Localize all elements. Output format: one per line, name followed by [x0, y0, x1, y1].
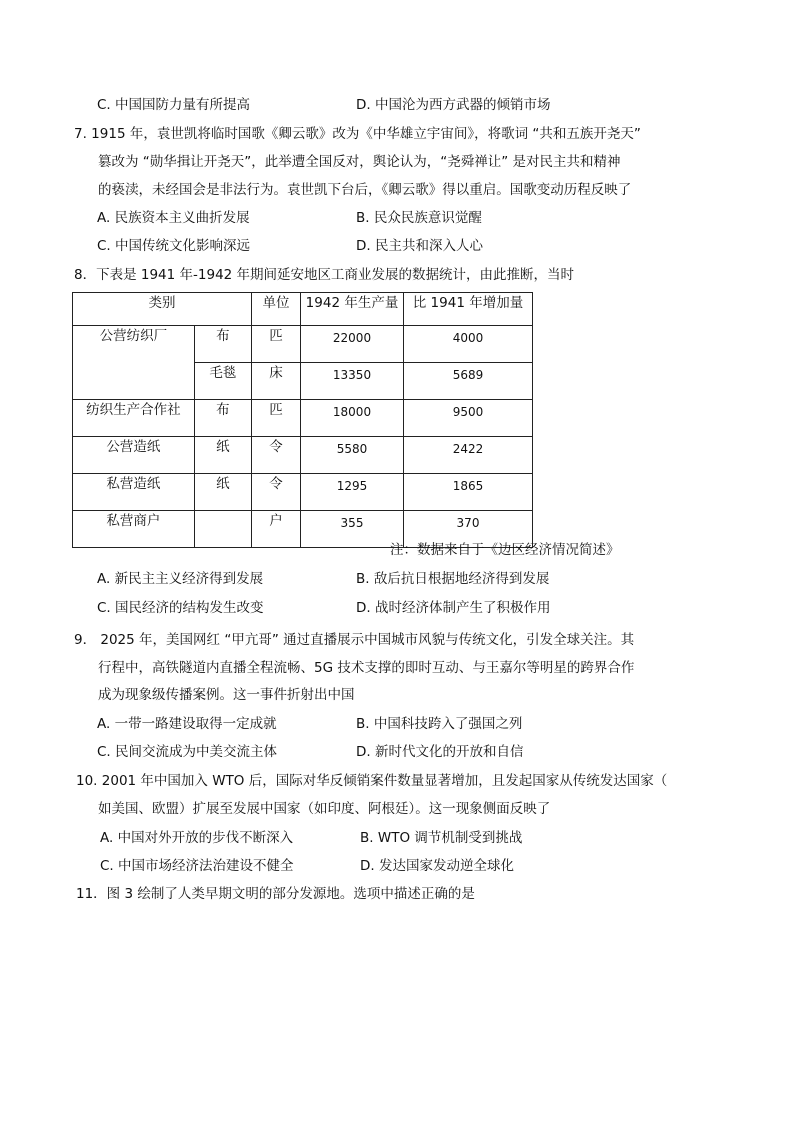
q9-stem-line1: 9． 2025 年，美国网红 “甲亢哥” 通过直播展示中国城市风貌与传统文化，引发全球关注。其: [74, 632, 635, 648]
cell-unit: 令: [252, 474, 301, 511]
cell-increase: 1865: [404, 474, 533, 511]
cell-increase: 5689: [404, 363, 533, 400]
cell-production: 13350: [301, 363, 404, 400]
cell-category: 纺织生产合作社: [73, 400, 195, 437]
cell-unit: 床: [252, 363, 301, 400]
cell-subcategory: 布: [194, 326, 251, 363]
table-header-row: [73, 293, 533, 326]
cell-category: 公营纺织厂: [73, 326, 195, 400]
q9-option-b: B. 中国科技跨入了强国之列: [356, 716, 523, 732]
q10-option-d: D. 发达国家发动逆全球化: [360, 858, 514, 874]
cell-increase: 2422: [404, 437, 533, 474]
q8-table-note: 注：数据来自于《边区经济情况简述》: [390, 542, 620, 558]
q9-option-a: A. 一带一路建设取得一定成就: [97, 716, 277, 732]
cell-production: 22000: [301, 326, 404, 363]
q7-option-a: A. 民族资本主义曲折发展: [97, 210, 250, 226]
cell-category: 私营造纸: [73, 474, 195, 511]
q10-stem-line1: 10. 2001 年中国加入 WTO 后，国际对华反倾销案件数量显著增加，且发起国家从传统发达国家（: [76, 773, 668, 789]
q7-option-c: C. 中国传统文化影响深远: [97, 238, 251, 254]
q9-option-c: C. 民间交流成为中美交流主体: [97, 744, 278, 760]
cell-subcategory: 布: [194, 400, 251, 437]
q8-data-table: [72, 292, 533, 548]
q8-option-d: D. 战时经济体制产生了积极作用: [356, 600, 551, 616]
cell-subcategory: 毛毯: [194, 363, 251, 400]
table-row: [73, 400, 533, 437]
cell-increase: 4000: [404, 326, 533, 363]
cell-subcategory: 纸: [194, 474, 251, 511]
q8-option-c: C. 国民经济的结构发生改变: [97, 600, 264, 616]
q7-option-d: D. 民主共和深入人心: [356, 238, 483, 254]
cell-production: 1295: [301, 474, 404, 511]
header-increase: 比 1941 年增加量: [404, 293, 533, 326]
cell-category: 私营商户: [73, 511, 195, 548]
q10-stem-line2: 如美国、欧盟）扩展至发展中国家（如印度、阿根廷）。这一现象侧面反映了: [98, 801, 551, 817]
cell-subcategory: [194, 511, 251, 548]
table-row: [73, 326, 533, 363]
table-row: [73, 437, 533, 474]
cell-category: 公营造纸: [73, 437, 195, 474]
q7-stem-line3: 的亵渎，未经国会是非法行为。袁世凯下台后，《卿云歌》得以重启。国歌变动历程反映了: [98, 182, 632, 198]
cell-production: 18000: [301, 400, 404, 437]
cell-increase: 370: [404, 511, 533, 548]
q6-option-d: D. 中国沦为西方武器的倾销市场: [356, 97, 551, 113]
header-production: 1942 年生产量: [301, 293, 404, 326]
q9-stem-line2: 行程中，高铁隧道内直播全程流畅、5G 技术支撑的即时互动、与王嘉尔等明星的跨界合作: [98, 660, 635, 676]
header-category: 类别: [73, 293, 252, 326]
q6-option-c: C. 中国国防力量有所提高: [97, 97, 251, 113]
q9-option-d: D. 新时代文化的开放和自信: [356, 744, 524, 760]
cell-increase: 9500: [404, 400, 533, 437]
cell-production: 355: [301, 511, 404, 548]
cell-unit: 匹: [252, 326, 301, 363]
q11-stem: 11．图 3 绘制了人类早期文明的部分发源地。选项中描述正确的是: [76, 886, 475, 902]
cell-unit: 令: [252, 437, 301, 474]
table-row: [73, 474, 533, 511]
header-unit: 单位: [252, 293, 301, 326]
cell-unit: 户: [252, 511, 301, 548]
q7-stem-line2: 篡改为 “勋华揖让开尧天”，此举遭全国反对，舆论认为，“尧舜禅让” 是对民主共和精神: [98, 154, 621, 170]
q8-option-a: A. 新民主主义经济得到发展: [97, 571, 264, 587]
q10-option-c: C. 中国市场经济法治建设不健全: [100, 858, 294, 874]
q10-option-a: A. 中国对外开放的步伐不断深入: [100, 830, 294, 846]
q7-stem-line1: 7. 1915 年，袁世凯将临时国歌《卿云歌》改为《中华雄立宇宙间》，将歌词 “共和五族开尧天”: [74, 126, 641, 142]
cell-unit: 匹: [252, 400, 301, 437]
q10-option-b: B. WTO 调节机制受到挑战: [360, 830, 523, 846]
cell-subcategory: 纸: [194, 437, 251, 474]
q8-stem: 8．下表是 1941 年-1942 年期间延安地区工商业发展的数据统计，由此推断，当时: [74, 267, 575, 283]
q8-option-b: B. 敌后抗日根据地经济得到发展: [356, 571, 550, 587]
q7-option-b: B. 民众民族意识觉醒: [356, 210, 482, 226]
q9-stem-line3: 成为现象级传播案例。这一事件折射出中国: [98, 687, 355, 703]
cell-production: 5580: [301, 437, 404, 474]
